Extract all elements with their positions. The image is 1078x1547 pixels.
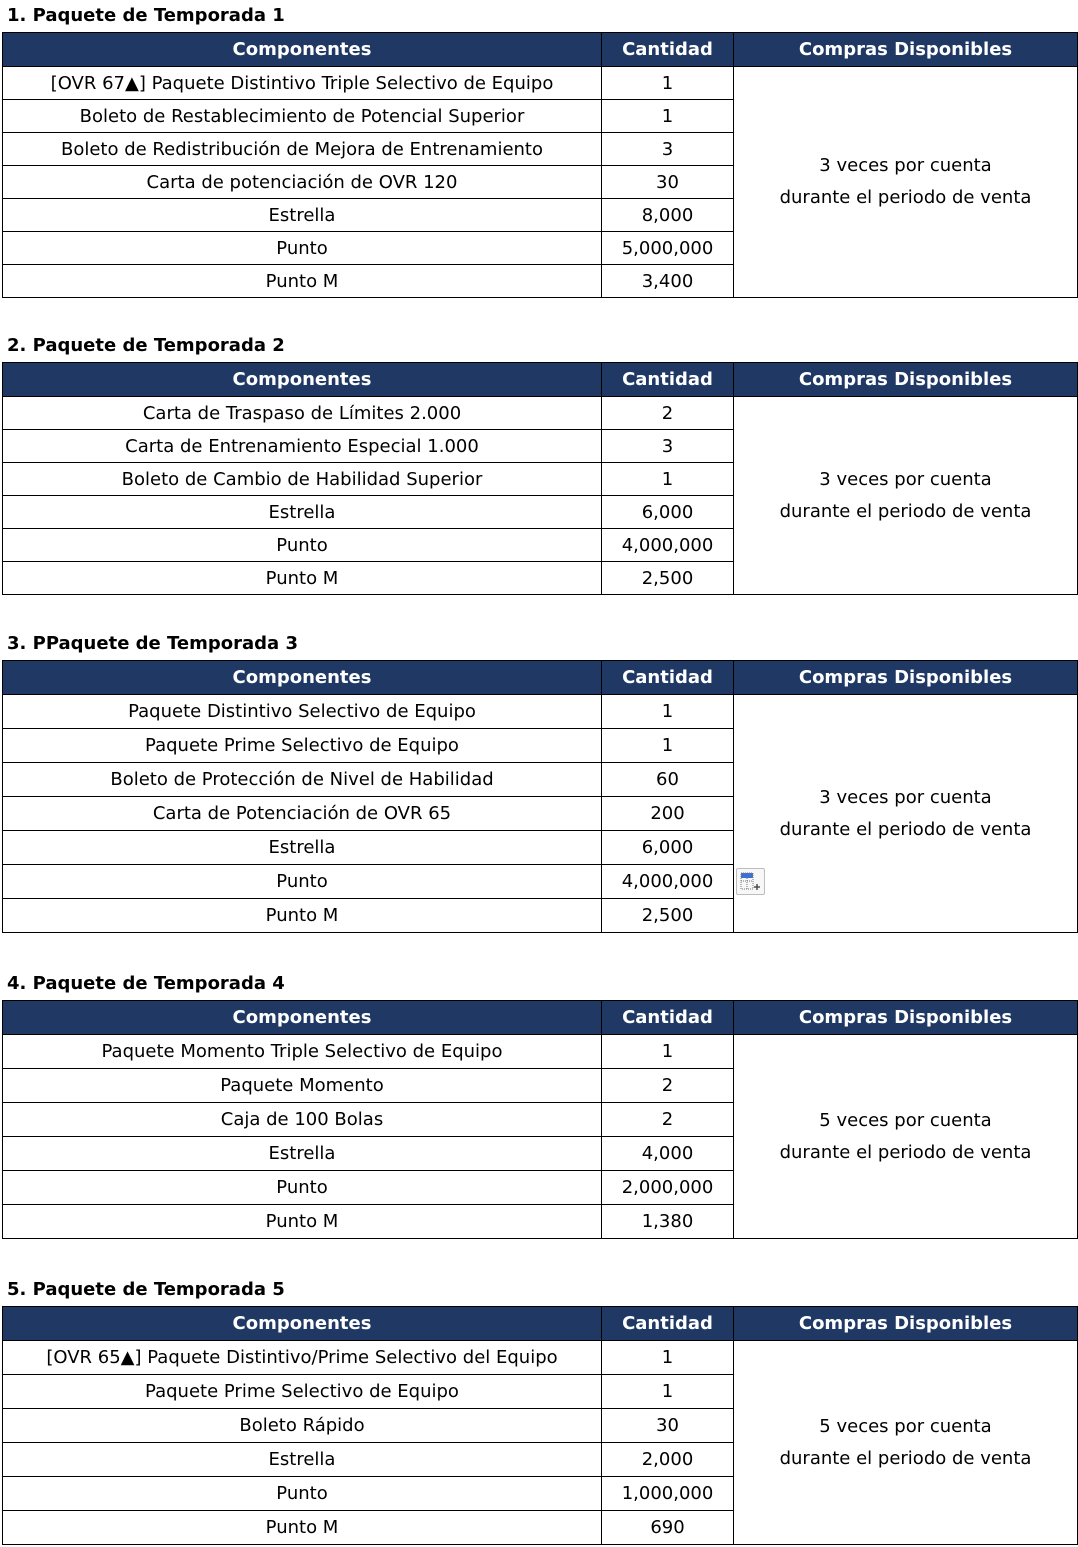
- component-cell: Paquete Momento: [3, 1069, 602, 1103]
- component-cell: Punto M: [3, 1511, 602, 1545]
- quantity-cell: 2,000: [602, 1443, 734, 1477]
- component-cell: Punto: [3, 1477, 602, 1511]
- purchase-period-text: durante el periodo de venta: [779, 1141, 1032, 1163]
- component-cell: Paquete Momento Triple Selectivo de Equipo: [3, 1035, 602, 1069]
- component-cell: Punto: [3, 865, 602, 899]
- component-cell: Carta de Potenciación de OVR 65: [3, 797, 602, 831]
- quantity-cell: 60: [602, 763, 734, 797]
- quantity-cell: 1: [602, 100, 734, 133]
- table-row: [3, 1341, 1078, 1375]
- component-cell: Estrella: [3, 1443, 602, 1477]
- component-cell: Estrella: [3, 199, 602, 232]
- table-row: [3, 695, 1078, 729]
- section-title-package-4: 4. Paquete de Temporada 4: [7, 973, 285, 994]
- section-title-package-1: 1. Paquete de Temporada 1: [7, 5, 285, 26]
- component-cell: [OVR 67▲] Paquete Distintivo Triple Selectivo de Equipo: [3, 67, 602, 100]
- component-cell: Punto: [3, 232, 602, 265]
- quantity-cell: 3,400: [602, 265, 734, 298]
- purchase-period-text: durante el periodo de venta: [779, 187, 1032, 208]
- header-purchases: Compras Disponibles: [734, 363, 1078, 397]
- component-cell: Punto M: [3, 562, 602, 595]
- quantity-cell: 1: [602, 67, 734, 100]
- component-cell: Punto: [3, 529, 602, 562]
- purchase-period-text: durante el periodo de venta: [779, 1447, 1032, 1469]
- table-row: [3, 397, 1078, 430]
- header-purchases: Compras Disponibles: [734, 33, 1078, 67]
- header-components: Componentes: [3, 661, 602, 695]
- quantity-cell: 30: [602, 1409, 734, 1443]
- quantity-cell: 1,000,000: [602, 1477, 734, 1511]
- quantity-cell: 200: [602, 797, 734, 831]
- component-cell: Paquete Prime Selectivo de Equipo: [3, 729, 602, 763]
- header-components: Componentes: [3, 1001, 602, 1035]
- purchase-limit-text: 3 veces por cuenta: [819, 786, 992, 808]
- component-cell: Paquete Prime Selectivo de Equipo: [3, 1375, 602, 1409]
- quantity-cell: 1: [602, 1375, 734, 1409]
- component-cell: Boleto Rápido: [3, 1409, 602, 1443]
- purchase-limit-text: 3 veces por cuenta: [819, 155, 992, 176]
- quantity-cell: 5,000,000: [602, 232, 734, 265]
- section-title-package-3: 3. PPaquete de Temporada 3: [7, 633, 298, 654]
- purchases-cell: [734, 695, 1078, 933]
- header-components: Componentes: [3, 33, 602, 67]
- table-row: [3, 67, 1078, 100]
- quantity-cell: 1: [602, 463, 734, 496]
- component-cell: Punto M: [3, 899, 602, 933]
- quantity-cell: 6,000: [602, 831, 734, 865]
- quantity-cell: 690: [602, 1511, 734, 1545]
- header-purchases: Compras Disponibles: [734, 1307, 1078, 1341]
- section-title-package-5: 5. Paquete de Temporada 5: [7, 1279, 285, 1300]
- component-cell: Boleto de Cambio de Habilidad Superior: [3, 463, 602, 496]
- package-4-table: [2, 1000, 1078, 1239]
- component-cell: Paquete Distintivo Selectivo de Equipo: [3, 695, 602, 729]
- quantity-cell: 6,000: [602, 496, 734, 529]
- paste-options-icon: [737, 869, 764, 894]
- component-cell: Estrella: [3, 496, 602, 529]
- purchases-cell: [734, 1035, 1078, 1239]
- quantity-cell: 4,000,000: [602, 865, 734, 899]
- quantity-cell: 2: [602, 1069, 734, 1103]
- header-quantity: Cantidad: [602, 1001, 734, 1035]
- component-cell: Carta de potenciación de OVR 120: [3, 166, 602, 199]
- component-cell: Caja de 100 Bolas: [3, 1103, 602, 1137]
- purchases-cell: [734, 397, 1078, 595]
- purchase-limit-text: 3 veces por cuenta: [819, 468, 992, 490]
- quantity-cell: 2: [602, 397, 734, 430]
- header-purchases: Compras Disponibles: [734, 1001, 1078, 1035]
- quantity-cell: 1: [602, 1341, 734, 1375]
- quantity-cell: 1,380: [602, 1205, 734, 1239]
- quantity-cell: 8,000: [602, 199, 734, 232]
- table-row: [3, 1035, 1078, 1069]
- header-quantity: Cantidad: [602, 363, 734, 397]
- header-purchases: Compras Disponibles: [734, 661, 1078, 695]
- purchase-period-text: durante el periodo de venta: [779, 818, 1032, 840]
- purchases-cell: [734, 1341, 1078, 1545]
- paste-options-button[interactable]: [736, 868, 765, 895]
- quantity-cell: 2,500: [602, 899, 734, 933]
- quantity-cell: 2,500: [602, 562, 734, 595]
- component-cell: Boleto de Restablecimiento de Potencial Superior: [3, 100, 602, 133]
- header-quantity: Cantidad: [602, 661, 734, 695]
- quantity-cell: 4,000,000: [602, 529, 734, 562]
- section-title-package-2: 2. Paquete de Temporada 2: [7, 335, 285, 356]
- quantity-cell: 2,000,000: [602, 1171, 734, 1205]
- package-3-table: [2, 660, 1078, 933]
- component-cell: Carta de Entrenamiento Especial 1.000: [3, 430, 602, 463]
- component-cell: Punto M: [3, 1205, 602, 1239]
- header-quantity: Cantidad: [602, 1307, 734, 1341]
- package-2-table: [2, 362, 1078, 595]
- header-quantity: Cantidad: [602, 33, 734, 67]
- quantity-cell: 3: [602, 430, 734, 463]
- quantity-cell: 1: [602, 729, 734, 763]
- quantity-cell: 30: [602, 166, 734, 199]
- component-cell: [OVR 65▲] Paquete Distintivo/Prime Selectivo del Equipo: [3, 1341, 602, 1375]
- component-cell: Punto M: [3, 265, 602, 298]
- quantity-cell: 1: [602, 1035, 734, 1069]
- quantity-cell: 2: [602, 1103, 734, 1137]
- purchases-cell: [734, 67, 1078, 298]
- header-components: Componentes: [3, 363, 602, 397]
- quantity-cell: 1: [602, 695, 734, 729]
- quantity-cell: 4,000: [602, 1137, 734, 1171]
- package-1-table: [2, 32, 1078, 298]
- header-components: Componentes: [3, 1307, 602, 1341]
- component-cell: Estrella: [3, 831, 602, 865]
- package-5-table: [2, 1306, 1078, 1545]
- purchase-limit-text: 5 veces por cuenta: [819, 1109, 992, 1131]
- component-cell: Estrella: [3, 1137, 602, 1171]
- purchase-limit-text: 5 veces por cuenta: [819, 1415, 992, 1437]
- component-cell: Boleto de Redistribución de Mejora de Entrenamiento: [3, 133, 602, 166]
- component-cell: Punto: [3, 1171, 602, 1205]
- quantity-cell: 3: [602, 133, 734, 166]
- component-cell: Carta de Traspaso de Límites 2.000: [3, 397, 602, 430]
- component-cell: Boleto de Protección de Nivel de Habilidad: [3, 763, 602, 797]
- purchase-period-text: durante el periodo de venta: [779, 500, 1032, 522]
